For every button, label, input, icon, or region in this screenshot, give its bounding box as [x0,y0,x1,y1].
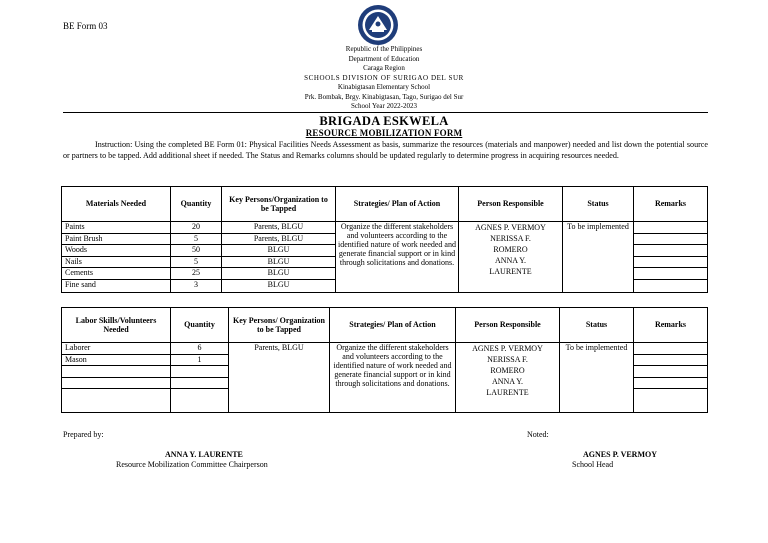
materials-responsible [459,222,563,293]
material-qty: 5 [171,256,222,268]
material-key: BLGU [222,268,336,280]
labor-qty [171,377,229,389]
col-header: Status [560,308,634,343]
labor-qty [171,366,229,378]
col-header: Quantity [171,187,222,222]
labor-name: Laborer [62,343,171,355]
materials-header-row [62,187,708,222]
form-subtitle: RESOURCE MOBILIZATION FORM [305,128,463,138]
labor-name: Mason [62,354,171,366]
col-header: Remarks [634,308,708,343]
header-school: Kinabigtasan Elementary School [337,83,431,91]
labor-name [62,389,171,413]
deped-seal-logo [354,4,402,46]
material-name: Nails [62,256,171,268]
material-key: BLGU [222,256,336,268]
page-title: BRIGADA ESKWELA [319,114,449,128]
material-qty: 25 [171,268,222,280]
labor-table [61,307,708,413]
col-header: Person Responsible [459,187,563,222]
header-school-year: School Year 2022-2023 [351,102,417,110]
responsible-name: AGNES P. VERMOY [472,344,543,353]
header-division: SCHOOLS DIVISION OF SURIGAO DEL SUR [304,73,464,82]
col-header: Key Persons/Organization to be Tapped [222,187,336,222]
responsible-name: LAURENTE [489,267,532,276]
material-name: Cements [62,268,171,280]
col-header: Strategies/ Plan of Action [336,187,459,222]
material-key: BLGU [222,245,336,257]
material-qty: 5 [171,233,222,245]
header-republic: Republic of the Philippines [345,45,423,53]
remarks-cell [634,222,708,234]
letterhead [0,45,768,112]
remarks-cell [634,343,708,355]
form-code: BE Form 03 [63,21,108,31]
col-header: Person Responsible [456,308,560,343]
responsible-name: NERISSA F. [490,234,531,243]
remarks-cell [634,377,708,389]
labor-qty: 1 [171,354,229,366]
table-row [62,343,708,355]
material-name: Paints [62,222,171,234]
material-qty: 3 [171,279,222,292]
labor-header-row [62,308,708,343]
labor-status: To be implemented [560,343,634,413]
col-header: Key Persons/ Organization to be Tapped [229,308,330,343]
remarks-cell [634,279,708,292]
labor-qty [171,389,229,413]
noted-label: Noted: [527,430,549,439]
col-header: Quantity [171,308,229,343]
header-address: Prk. Bombak, Brgy. Kinabigtasan, Tago, Surigao del Sur [304,92,464,101]
material-qty: 50 [171,245,222,257]
remarks-cell [634,354,708,366]
labor-key: Parents, BLGU [229,343,330,413]
materials-strategy: Organize the different stakeholders and volunteers according to the identified nature of work needed and generate financial support or in kind through solicitations and donations. [336,222,459,293]
col-header: Remarks [634,187,708,222]
header-divider [63,112,708,113]
labor-name [62,366,171,378]
col-header: Strategies/ Plan of Action [330,308,456,343]
remarks-cell [634,245,708,257]
responsible-name: ROMERO [490,366,525,375]
labor-responsible [456,343,560,413]
instruction-paragraph: Instruction: Using the completed BE Form 01: Physical Facilities Needs Assessment as basis, summarize the resources (materials and manpower) needed and list down the potential source or partners to be tapped. Add additional sheet if needed. The Status and Remarks columns should be updated regularly to determine progress in acquiring resources needed. [63,140,708,160]
header-department: Department of Education [348,54,420,63]
noted-by-role: School Head [572,460,614,469]
material-key: Parents, BLGU [222,222,336,234]
header-region: Caraga Region [363,64,405,72]
responsible-name: AGNES P. VERMOY [475,223,546,232]
labor-name [62,377,171,389]
col-header: Materials Needed [62,187,171,222]
labor-qty: 6 [171,343,229,355]
remarks-cell [634,256,708,268]
remarks-cell [634,389,708,413]
remarks-cell [634,233,708,245]
responsible-name: ANNA Y. [491,377,524,386]
material-qty: 20 [171,222,222,234]
materials-table [61,186,708,293]
prepared-by-role: Resource Mobilization Committee Chairperson [116,460,268,469]
material-key: Parents, BLGU [222,233,336,245]
remarks-cell [634,366,708,378]
table-row [62,222,708,234]
material-name: Fine sand [62,279,171,292]
responsible-name: ROMERO [493,245,528,254]
material-name: Woods [62,245,171,257]
material-name: Paint Brush [62,233,171,245]
prepared-by-name: ANNA Y. LAURENTE [165,450,243,459]
col-header: Status [563,187,634,222]
materials-status: To be implemented [563,222,634,293]
labor-strategy: Organize the different stakeholders and volunteers according to the identified nature of work needed and generate financial support or in kind through solicitations and donations. [330,343,456,413]
material-key: BLGU [222,279,336,292]
responsible-name: LAURENTE [486,388,529,397]
col-header: Labor Skills/Volunteers Needed [62,308,171,343]
noted-by-name: AGNES P. VERMOY [583,450,658,459]
prepared-by-label: Prepared by: [63,430,104,439]
responsible-name: NERISSA F. [487,355,528,364]
responsible-name: ANNA Y. [494,256,527,265]
remarks-cell [634,268,708,280]
